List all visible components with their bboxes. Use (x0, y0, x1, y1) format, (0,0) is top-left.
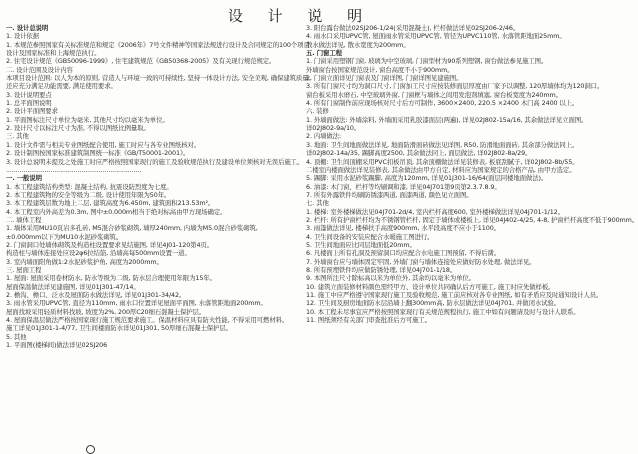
text-line: 7. 所有外露铁件均刷防锈漆两道, 面漆两道, 颜色见立面图。 (306, 190, 473, 199)
text-line: 3. 本工程建筑层数为地上二层, 建筑高度为6.450m, 建筑面积213.53m²。 (6, 199, 215, 208)
text-line: 11. 施工中应严格遵守国家现行施工及验收规范, 施工前应核对各专业图纸, 如有矛盾应及时通知设计人员。 (306, 291, 603, 299)
text-line: 屋面保温做法详见建施图, 详见01J301-47/14。 (6, 282, 140, 291)
left-column (6, 24, 315, 350)
text-line: 还应充分满足功能需要, 满足使用要求。 (6, 82, 117, 91)
text-line: 3. 阳台露台做法02SJ206-1/24(采用混凝土), 栏杆做法详见02SJ206-2/46。 (306, 24, 520, 32)
text-line: 5. 卫生间地面应比同层地面低20mm。 (306, 240, 416, 249)
text-line: 2. 本工程建筑物的安全等级为二级, 设计使用年限为50年。 (6, 190, 171, 199)
text-line: 1. 外墙面做法: 外墙涂料, 外墙面采用乳胶漆面层(两遍), 详见02J802-15a/16, 其余做法详见立面图。 (306, 115, 588, 124)
text-line: 4. 屋面保温层做法严格按国家现行施工规范要求施工。保温材料应具有防火性能, 不得采用可燃材料。 (6, 316, 289, 325)
text-line: 本项目设计范围: 以人为本的原则, 营造人与环境一致的可持续性, 坚持一体设计方法, 安全美观, 确保建筑质量。 (6, 74, 315, 83)
text-line: 详02J802-9a/10。 (306, 124, 361, 133)
text-line: 9. 本图所注尺寸除标高以米为单位外, 其余均以毫米为单位。 (306, 274, 475, 283)
text-line: 外墙窗台按国家规范设计, 窗台高度不小于900mm。 (306, 65, 454, 74)
text-line: 1. 楼梯: 室外楼梯做法见04J701-2d/4, 室内栏杆高度600, 室外楼梯做法详见04J701-1/12。 (306, 207, 564, 216)
text-line: 10. 建筑立面装修材料颜色需经甲方、设计单位共同确认后方可施工, 施工时应先做样板。 (306, 282, 555, 291)
text-line: 1. 本规范参照国家有关标准规范和规定《2006年》7号文件精神等国家法规进行设计及合同规定的100个项目 (6, 40, 310, 49)
text-line: 4. 卫生间设备的安装应配合水暖施工图进行。 (306, 232, 434, 241)
text-line: 11. 图纸须经有关部门审查批准后方可施工。 (306, 316, 432, 325)
text-line: 详02J802-14a/35, 踢脚高度2500, 其余做法同上, 面层做法, 详02J802-8a/29。 (306, 149, 532, 158)
text-line: 10. 本工程未尽事宜应严格按照国家现行有关规范规程执行, 施工中如有问题请及时与设计人联系。 (306, 307, 580, 316)
text-line: 三. 其他 (6, 132, 29, 141)
text-line: 一. 设计总说明 (6, 24, 49, 32)
text-line: 三. 屋面工程 (6, 265, 42, 274)
text-line: 二. 墙体工程 (6, 215, 42, 224)
text-line: 六. 装修 (306, 107, 329, 116)
text-line: 窗台板采用水磨石, 中空玻璃外窗, 门窗框与墙体之间用发泡剂填塞, 窗台板宽度为240mm。 (306, 90, 562, 99)
text-line: 6. 凡楼面上所有孔洞及预留洞口均应配合水电施工图预留, 不得后凿。 (306, 249, 501, 258)
text-line: 3. 所有门窗尺寸均为洞口尺寸, 门窗加工尺寸应按装修面层厚度由厂家予以调整, 120厚墙体均为120洞口。 (306, 82, 604, 91)
text-line: 一. 一般说明 (6, 174, 42, 183)
text-line: 1. 设计依据 (6, 32, 39, 41)
text-line: 2. 门窗洞口处墙体砌筑及构造柱设置要求见结施图, 详见4J01-120第4页。 (6, 240, 213, 249)
text-line: 二楼室内楼面做法详见装修表, 其余做法由甲方自定, 材料应为国家规定的合格产品, 由甲方选定。 (306, 165, 576, 174)
text-line: 5. 踢脚: 采用水泥砂浆踢脚, 高度为120mm, 详见01J301-16/64(面层同楼地面做法)。 (306, 174, 548, 183)
text-line: 3. 设计说明要点 (6, 90, 52, 99)
text-line: 施工详见01J301-1-4/77, 卫生间楼面防水详见01J301, 50厚细石混凝土保护层。 (6, 324, 232, 333)
text-line: 4. 本工程室内外高差为0.3m, 图中±0.000m相当于绝对标高由甲方现场确定。 (6, 207, 227, 216)
text-line: 2. 设计尺寸以标注尺寸为准, 不得以图纸比例量取。 (6, 124, 150, 133)
text-line: 二. 设计范围及设计内容 (6, 65, 73, 74)
text-line: 1. 屋面: 屋面采用卷材防水, 防水等级为二级, 防水层合理使用年限为15年。 (6, 274, 216, 283)
document-title: 设 计 说 明 (227, 7, 373, 25)
text-line: 1. 平面图(楼梯间)做法详见02SJ206 (6, 341, 108, 350)
text-line: 7. 外墙窗台应与墙体固定牢固, 外墙门窗与墙体连接处应做好防水处理, 做法详见。 (306, 257, 536, 266)
text-line: 1. 本工程建筑结构类型: 混凝土结构, 抗震设防烈度为七度。 (6, 182, 173, 191)
text-line: 设计及国家标准和上海规范执行。 (6, 49, 101, 58)
text-line: 3. 雨水管采用UPVC管, 直径为110mm, 雨水口位置详见屋面平面图, 水落管距地面200mm。 (6, 299, 267, 308)
text-line: 1. 墙体采用MU10页岩多孔砖, M5混合砂浆砌筑, 墙厚240mm, 内墙为M5.0混合砂浆砌筑, (6, 224, 258, 233)
text-line: 2. 门窗立面详见门窗表及门窗详图, 门窗详图见建施图。 (306, 74, 463, 83)
text-line: ...................................................................... (6, 165, 142, 174)
text-line: 8. 所有预埋铁件均应做防锈处理, 详见04J701-1/18。 (306, 265, 457, 274)
text-line: 1. 门窗采用塑钢门窗, 玻璃为中空玻璃, 门窗型材为90系列塑钢, 窗台做法参见施工图。 (306, 57, 548, 66)
text-line: 1. 设计文件需与相关专业图纸配合使用, 施工时应与各专业图纸核对。 (6, 140, 201, 149)
text-line: 2. 檐沟、檐口、泛水及屋面防水做法详见, 详见01J301-34/42。 (6, 291, 186, 299)
text-line: 2. 设计平面图要求 (6, 107, 58, 116)
text-line: 5. 其他 (6, 332, 27, 341)
text-line: 4. 所有门窗制作前应现场核对尺寸后方可制作, 3600×2400, 220.5 ×2400 木门高 2400 以上。 (306, 99, 579, 108)
text-line: 2. 内墙做法: (306, 132, 342, 141)
text-line: 4. 顶棚: 卫生间顶棚采用PVC扣板吊顶, 其余顶棚做法详见装修表, 板底刮腻子, 详02J802-8b/55。 (306, 157, 579, 166)
text-line: 3. 设计总说明未提及之处施工时应严格按照国家现行的施工及验收规范执行及建设单位须核对无误后施工。 (6, 157, 304, 166)
text-line: ±0.000mm以下为MU10水泥砂浆砌筑。 (6, 232, 123, 241)
text-line: 构造柱与墙体连接处应设2φ6拉结筋, 沿墙高每500mm设置一道。 (6, 249, 191, 258)
index-symbol-icon (86, 445, 95, 454)
text-line: 3. 室内墙面阳角做1:2水泥砂浆护角, 高度为2000mm。 (6, 257, 163, 266)
text-line: 1. 平面图标注尺寸单位为毫米, 其他尺寸均以毫米为单位。 (6, 115, 169, 124)
text-line: 2. 设计制图按国家标准建筑制图统一标准《GB/T50001-2001》。 (6, 149, 190, 158)
text-line: 2. 栏杆: 所有护窗栏杆均为不锈钢管栏杆, 固定于墙体或楼板上, 详见04J402-4/25, 4-8, 护窗栏杆高度不低于900mm。 (306, 215, 638, 224)
text-line: 屋面找坡采用轻质材料找坡, 坡度为2%, 200厚C20细石混凝土保护层。 (6, 307, 206, 316)
text-line: 3. 地面: 卫生间地面做法详见, 地面防滑面砖做法见详图, R50, 防滑地面面砖, 其余部分做法同上。 (306, 140, 579, 149)
text-line: 五. 门窗工程 (306, 49, 342, 58)
text-line: 3. 雨篷做法详见, 楼梯扶手高度900mm, 水平段高度不应小于1100。 (306, 224, 500, 233)
text-line: 散水做法详见, 散水宽度为200mm。 (306, 40, 410, 49)
text-line: 6. 油漆: 木门窗、栏杆等均刷调和漆, 详见04J701第9页第2.3.7.8.9。 (306, 182, 501, 191)
text-line: 4. 雨水口采用UPVC管, 屋面雨水管采用UPVC管, 管径为UPVC110管, 水落管距地面25mm。 (306, 32, 566, 41)
text-line: 12. 卫生间及厨房地面防水层沿墙上翻300mm高, 防水层做法详见04J701, 并做闭水试验。 (306, 299, 561, 308)
right-column (306, 24, 638, 325)
text-line: 七. 其他 (306, 199, 329, 208)
text-line: 2. 住宅设计规范《GB50096-1999》, 住宅建筑规范《GB50368-2005》及有关现行规范规定。 (6, 57, 276, 66)
text-line: 1. 总平面图说明 (6, 99, 52, 108)
